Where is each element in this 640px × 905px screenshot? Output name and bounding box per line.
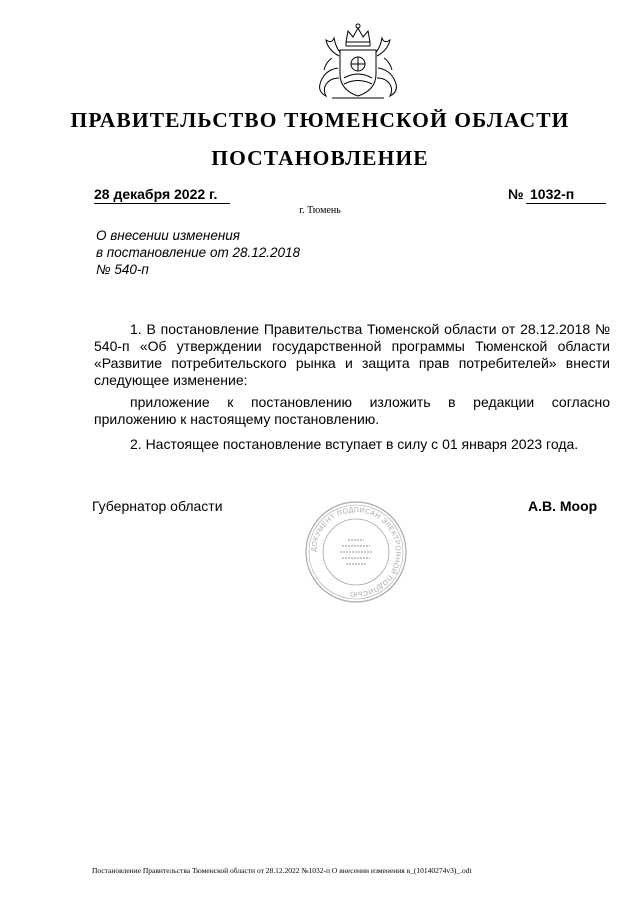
stamp-ring-text: ДОКУМЕНТ ПОДПИСАН ЭЛЕКТРОННОЙ ПОДПИСЬЮ [310,506,402,598]
document-date: 28 декабря 2022 г. [94,186,230,204]
footer-file-info: Постановление Правительства Тюменской области от 28.12.2022 №1032-п О внесении изменения в_(10140274v3)_.odt [92,866,472,875]
subject-line: О внесении изменения [96,228,241,243]
subject-line: в постановление от 28.12.2018 [96,245,301,260]
document-body [94,321,610,458]
doc-type-title: ПОСТАНОВЛЕНИЕ [211,146,429,170]
body-paragraph: приложение к постановлению изложить в редакции согласно приложению к настоящему постановлению. [94,394,610,427]
subject-block [96,227,300,278]
document-number: 1032-п [526,186,606,204]
electronic-signature-stamp-icon [304,500,408,604]
body-paragraph: 1. В постановление Правительства Тюменской области от 28.12.2018 № 540-п «Об утверждении государственной программы Тюменской области «Развитие потребительского рынка и защита прав потребителей» внести следующее изменение: [94,321,610,388]
signatory-name: А.В. Моор [528,498,598,514]
coat-of-arms-icon [312,22,404,100]
body-paragraph: 2. Настоящее постановление вступает в силу с 01 января 2023 года. [130,436,579,452]
subject-line: № 540-п [96,262,149,277]
signatory-position: Губернатор области [92,498,223,514]
city: г. Тюмень [299,205,341,216]
document-number-label: № [508,186,524,202]
org-title: ПРАВИТЕЛЬСТВО ТЮМЕНСКОЙ ОБЛАСТИ [70,108,570,132]
